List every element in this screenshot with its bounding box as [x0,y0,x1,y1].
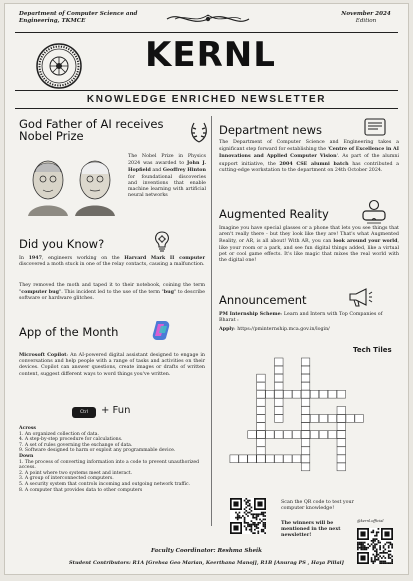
nobel-title-line-1: God Father of AI receives [19,117,164,131]
crossword-grid [219,354,394,494]
crossword-cell [230,455,239,463]
clue-down-3: 3. A group of interconnected computers. [19,476,114,482]
crossword-cell [257,439,266,447]
faculty-coordinator: Faculty Coordinator: Reshma Sheik [150,548,263,554]
crossword-cell [337,439,346,447]
crossword-cell [355,415,364,423]
crossword-cell [257,390,266,398]
crossword-cell [328,390,337,398]
crossword-cell [275,390,284,398]
crossword-cell [257,382,266,390]
column-divider [211,116,212,526]
dept-news-title: Department news [219,123,323,137]
announcement-title: Announcement [219,293,307,307]
crossword-cell [266,431,275,439]
crossword-cell [301,423,310,431]
crossword-cell [301,398,310,406]
crossword-cell [292,455,301,463]
crossword-cell [266,455,275,463]
crossword-cell [301,439,310,447]
crossword-cell [275,415,284,423]
edition-info [336,11,396,25]
ornament-icon [165,9,251,29]
crossword-cell [257,406,266,414]
crossword-cell [283,390,292,398]
crossword-cell [310,390,319,398]
crossword-cell [275,398,284,406]
crossword-cell [337,463,346,471]
crossword-clues [19,426,209,493]
clue-across-4: 4. A step-by-step procedure for calculations. [19,437,123,443]
crossword-cell [319,431,328,439]
app-title: App of the Month [19,325,119,339]
crossword-cell [301,406,310,414]
crossword-cell [310,431,319,439]
instagram-qr-code[interactable] [357,528,393,564]
divider [15,90,398,91]
crossword-cell [337,423,346,431]
crossword-cell [283,455,292,463]
crossword-cell [275,382,284,390]
dept-line-2: Engineering, TKMCE [19,18,86,24]
crossword-cell [301,447,310,455]
clue-down-5: 5. A security system that controls incoming and outgoing network traffic. [19,481,191,487]
masthead-title: KERNL [145,35,276,75]
announcement-apply-link[interactable]: Apply: https://pminternship.mca.gov.in/login/ [219,326,330,332]
crossword-cell [275,431,284,439]
qr-code[interactable] [230,498,266,534]
nobel-title-line-2: Nobel Prize [19,129,84,143]
crossword-cell [257,447,266,455]
crossword-cell [275,374,284,382]
ar-body: Imagine you have special glasses or a phone that lets you see things that aren't really there - but they look like they are! That's what Augmented Reality, or AR, is all about! With AR, you can look around your world, like your room or a park, and see fun digital things added, like a virtual pet or cool game effects. It's like magic that mixes the real world with the digital one! [219,226,399,264]
news-icon [361,116,389,138]
crossword-cell [337,390,346,398]
newsletter-page [4,3,409,575]
crossword-cell [283,431,292,439]
crossword-cell [346,415,355,423]
winners-text: The winners will be mentioned in the next newsletter! [281,520,341,539]
crossword-cell [301,431,310,439]
instagram-handle: @kernl.official [357,519,384,523]
down-label: Down [19,453,34,459]
crossword-cell [257,415,266,423]
crossword-cell [257,423,266,431]
crossword-cell [319,415,328,423]
crossword-cell [275,366,284,374]
crossword-cell [328,415,337,423]
crossword-cell [257,374,266,382]
crossword-cell [275,406,284,414]
clue-down-1: 1. The process of converting information into a code to prevent unauthorized access. [19,459,200,471]
divider [15,108,398,109]
crossword-cell [257,398,266,406]
techtiles-title: Tech Tiles [353,346,392,354]
didyouknow-para-2: They removed the moth and taped it to their notebook, coining the term "computer bug". This incident led to the use of the term "bug" to describe software or hardware glitches. [19,283,206,302]
vr-headset-icon [359,198,389,226]
crossword-cell [248,431,257,439]
nobel-title [19,118,189,142]
crossword-cell [337,455,346,463]
crossword-cell [292,431,301,439]
clue-across-1: 1. An organized collection of data. [19,431,99,437]
crossword-cell [266,390,275,398]
across-label: Across [19,426,37,431]
crossword-cell [301,415,310,423]
crossword-cell [275,358,284,366]
crossword-cell [275,455,284,463]
nobel-body: The Nobel Prize in Physics 2024 was awarded to John J. Hopfield and Geoffrey Hinton for foundational discoveries and inventions that enable machine learning with artificial neural networks [128,154,206,199]
crossword-cell [301,390,310,398]
department-name [19,11,149,25]
ctrl-key-icon: Ctrl [72,407,96,418]
crossword-cell [301,463,310,471]
crossword-cell [337,415,346,423]
laureates-portrait [23,152,123,216]
crossword-cell [337,431,346,439]
clue-down-2: 2. A point where two systems meet and interact. [19,470,133,476]
megaphone-icon [347,286,373,308]
crossword-cell [301,455,310,463]
laurel-wreath-icon [189,120,209,144]
dept-line-1: Department of Computer Science and [19,11,138,17]
ar-title: Augmented Reality [219,207,329,221]
student-contributors: Student Contributors: R1A [Grehsa Geo Marian, Keerthana Manoj], R1B [Anurag PS , Haya Pillai] [69,560,344,566]
didyouknow-title: Did you Know? [19,237,105,251]
didyouknow-para-1: In 1947, engineers working on the Harvard Mark II computer discovered a moth stuck in one of the relay contacts, causing a malfunction. [19,255,205,268]
clue-across-9: 9. Software designed to harm or exploit any programmable device. [19,448,176,454]
edition-word: Edition [355,18,377,24]
divider [15,32,398,33]
crossword-cell [301,366,310,374]
clue-down-8: 8. A computer that provides data to other computers [19,487,143,493]
copilot-logo-icon [149,318,173,342]
lightbulb-gear-icon [151,229,173,253]
crossword-cell [257,431,266,439]
crossword-cell [248,455,257,463]
clue-across-7: 7. A set of rules governing the exchange of data. [19,442,133,448]
newsletter-subtitle: KNOWLEDGE ENRICHED NEWSLETTER [86,94,327,105]
edition-month: November 2024 [341,11,391,17]
crossword-cell [301,374,310,382]
crossword-cell [257,455,266,463]
crossword-cell [301,358,310,366]
crossword-cell [328,431,337,439]
announcement-line-1: PM Internship Scheme: Learn and Intern with Top Companies of Bharat : [219,311,383,324]
app-body: Microsoft Copilot: An AI-powered digital assistant designed to engage in conversations and help people with a range of tasks and activities on their devices. Copilot can answer questions, create images or drafts of written content, suggest different ways to word things you've written. [19,352,205,377]
crossword-cell [319,390,328,398]
dept-news-body: The Department of Computer Science and Engineering takes a significant step forward for establishing the 'Centre of Excellence in AI Innovations and Applied Computer Vision'. As part of the alumni support initiative, the 2004 CSE alumni batch has contributed a cutting-edge workstation to the department on 24th October 2024. [219,140,399,173]
crossword-cell [337,406,346,414]
crossword-cell [310,415,319,423]
crossword-cell [292,390,301,398]
crossword-cell [301,382,310,390]
crossword-cell [239,455,248,463]
college-logo [35,42,83,90]
crossword-cell [337,447,346,455]
plus-fun-text: + Fun [101,405,131,416]
scan-text: Scan the QR code to test your computer knowledge! [281,500,354,512]
